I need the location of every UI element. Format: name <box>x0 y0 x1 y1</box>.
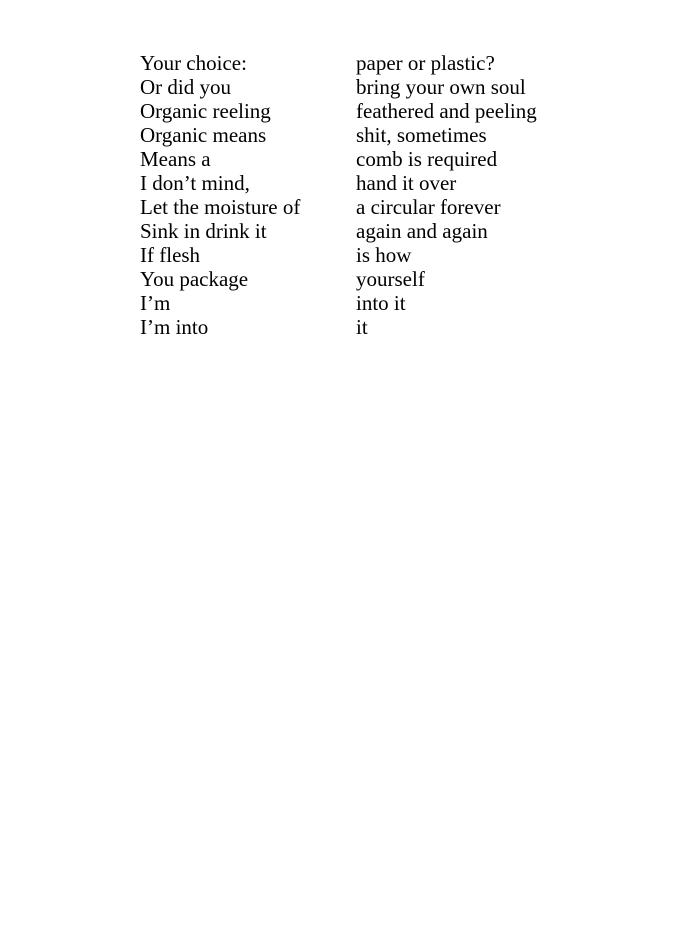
poem-line <box>140 291 580 315</box>
poem-line <box>140 123 580 147</box>
poem-line <box>140 171 580 195</box>
poem-line-left: I’m <box>140 291 171 315</box>
poem-line-right: hand it over <box>356 171 457 195</box>
poem-line-left: Means a <box>140 147 211 171</box>
poem-line-left: You package <box>140 267 249 291</box>
poem-line-left: I’m into <box>140 315 209 339</box>
poem-line-left: Organic reeling <box>140 99 271 123</box>
poem-line-right: feathered and peeling <box>356 99 537 123</box>
poem-line-right: into it <box>356 291 406 315</box>
poem-line-right: comb is required <box>356 147 498 171</box>
poem-line-left: Your choice: <box>140 51 247 75</box>
poem-line <box>140 195 580 219</box>
poem-line-right: yourself <box>356 267 425 291</box>
poem-line <box>140 219 580 243</box>
poem-line <box>140 315 580 339</box>
poem-body <box>140 51 580 339</box>
poem-line-right: it <box>356 315 368 339</box>
poem-line-left: I don’t mind, <box>140 171 250 195</box>
poem-line-left: Or did you <box>140 75 231 99</box>
poem-line <box>140 267 580 291</box>
poem-line-left: Sink in drink it <box>140 219 267 243</box>
poem-line <box>140 51 580 75</box>
poem-line-right: shit, sometimes <box>356 123 487 147</box>
poem-line-right: bring your own soul <box>356 75 526 99</box>
poem-line-left: Let the moisture of <box>140 195 301 219</box>
poem-line <box>140 75 580 99</box>
poem-line-right: paper or plastic? <box>356 51 495 75</box>
poem-line <box>140 99 580 123</box>
poem-line-right: is how <box>356 243 412 267</box>
poem-line-right: again and again <box>356 219 488 243</box>
poem-line-left: If flesh <box>140 243 201 267</box>
poem-line-right: a circular forever <box>356 195 501 219</box>
poem-line <box>140 243 580 267</box>
poem-line-left: Organic means <box>140 123 267 147</box>
poem-line <box>140 147 580 171</box>
